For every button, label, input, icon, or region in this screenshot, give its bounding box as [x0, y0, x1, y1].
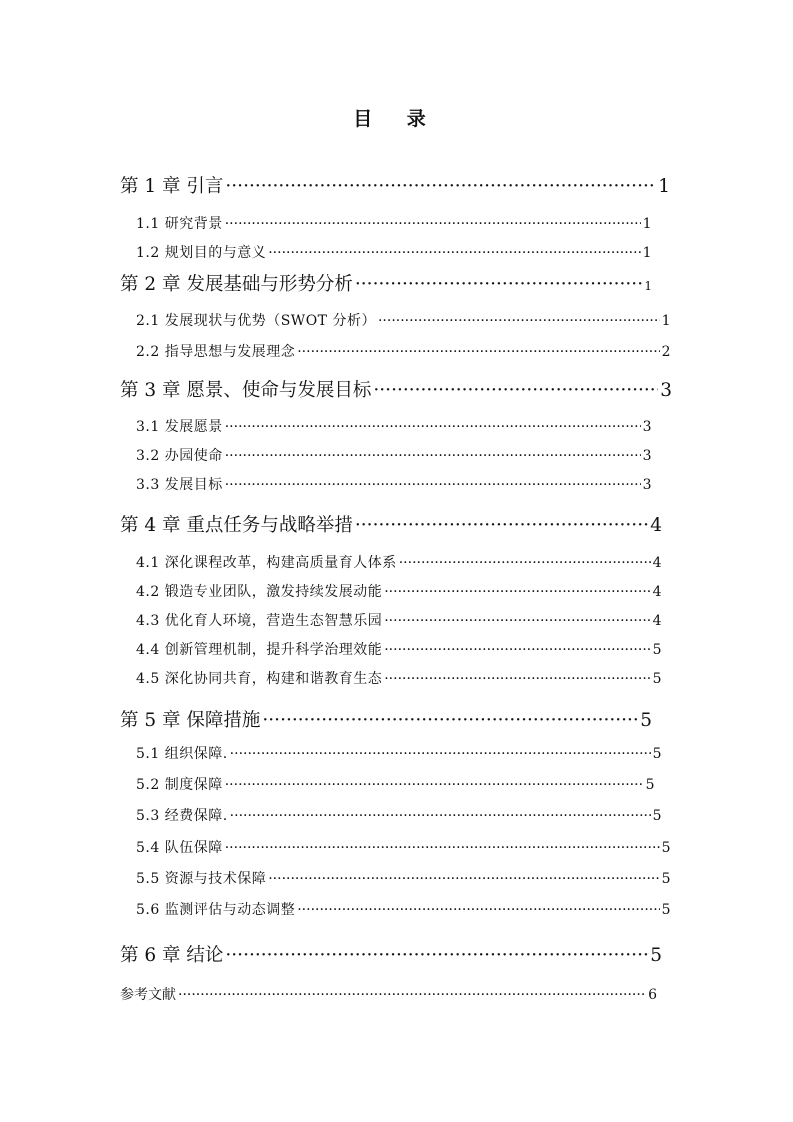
- toc-entry-label: 3.3 发展目标: [136, 477, 223, 493]
- dot-leader: [225, 945, 648, 966]
- toc-entry-label: 4.3 优化育人环境，营造生态智慧乐园: [136, 613, 383, 629]
- dot-leader: [225, 777, 644, 793]
- toc-entry-label: 4.2 锻造专业团队，激发持续发展动能: [136, 584, 383, 600]
- toc-entry-page: 1: [661, 313, 671, 329]
- toc-entry-page: 5: [652, 671, 662, 687]
- toc-entry-4-5[interactable]: [136, 668, 662, 688]
- toc-entry-4-1[interactable]: [136, 552, 662, 572]
- toc-entry-chapter-4[interactable]: [120, 511, 662, 537]
- toc-entry-2-1[interactable]: [136, 310, 671, 330]
- toc-entry-label: 5.6 监测评估与动态调整: [136, 902, 296, 918]
- toc-entry-label: 第 5 章 保障措施: [120, 710, 261, 731]
- toc-entry-page: 3: [642, 477, 652, 493]
- toc-entry-page: 3: [660, 380, 672, 401]
- toc-entry-page: 5: [661, 902, 671, 918]
- toc-entry-5-6[interactable]: [136, 899, 671, 919]
- toc-entry-label: 4.4 创新管理机制，提升科学治理效能: [136, 642, 383, 658]
- dot-leader: [373, 380, 658, 401]
- toc-entry-label: 4.5 深化协同共育，构建和谐教育生态: [136, 671, 383, 687]
- toc-entry-page: 5: [652, 642, 662, 658]
- dot-leader: [384, 642, 650, 658]
- dot-leader: [230, 746, 651, 762]
- toc-entry-chapter-2[interactable]: [120, 270, 652, 296]
- toc-entry-1-1[interactable]: [136, 213, 652, 233]
- toc-entry-3-2[interactable]: [136, 445, 652, 465]
- toc-entry-5-1[interactable]: [136, 743, 662, 763]
- toc-entry-label: 2.1 发展现状与优势（SWOT 分析）: [136, 313, 376, 329]
- toc-entry-label: 5.1 组织保障.: [136, 746, 228, 762]
- dot-leader: [225, 419, 641, 435]
- toc-entry-chapter-6[interactable]: [120, 941, 662, 967]
- toc-entry-label: 3.1 发展愿景: [136, 419, 223, 435]
- toc-entry-label: 第 3 章 愿景、使命与发展目标: [120, 380, 372, 401]
- toc-entry-label: 5.3 经费保障.: [136, 808, 228, 824]
- toc-entry-4-3[interactable]: [136, 610, 662, 630]
- toc-entry-page: 1: [658, 176, 670, 197]
- toc-entry-label: 5.2 制度保障: [136, 777, 223, 793]
- toc-entry-chapter-3[interactable]: [120, 376, 672, 402]
- dot-leader: [225, 840, 660, 856]
- dot-leader: [178, 987, 646, 1003]
- toc-entry-page: 1: [642, 216, 652, 232]
- toc-entry-page: 6: [648, 987, 657, 1003]
- dot-leader: [355, 274, 642, 295]
- toc-entry-label: 3.2 办园使命: [136, 448, 223, 464]
- toc-entry-page: 4: [652, 555, 662, 571]
- dot-leader: [225, 448, 641, 464]
- toc-entry-label: 4.1 深化课程改革，构建高质量育人体系: [136, 555, 397, 571]
- toc-entry-page: 5: [661, 840, 671, 856]
- toc-entry-page: 3: [642, 419, 652, 435]
- toc-entry-page: 5: [650, 945, 662, 966]
- dot-leader: [268, 871, 659, 887]
- dot-leader: [225, 176, 656, 197]
- toc-entry-page: 5: [652, 808, 662, 824]
- toc-entry-2-2[interactable]: [136, 341, 671, 361]
- toc-entry-page: 4: [652, 584, 662, 600]
- toc-entry-page: 5: [652, 746, 662, 762]
- toc-entry-5-4[interactable]: [136, 837, 671, 857]
- toc-entry-label: 参考文献: [120, 987, 176, 1003]
- toc-entry-page: 5: [661, 871, 671, 887]
- toc-entry-5-5[interactable]: [136, 868, 671, 888]
- toc-entry-1-2[interactable]: [136, 242, 652, 262]
- toc-entry-5-3[interactable]: [136, 805, 662, 825]
- toc-entry-label: 5.5 资源与技术保障: [136, 871, 267, 887]
- toc-entry-label: 第 6 章 结论: [120, 945, 224, 966]
- dot-leader: [384, 671, 650, 687]
- toc-entry-3-1[interactable]: [136, 416, 652, 436]
- toc-entry-page: 4: [650, 515, 662, 536]
- toc-entry-3-3[interactable]: [136, 474, 652, 494]
- toc-entry-label: 1.1 研究背景: [136, 216, 223, 232]
- toc-entry-page: 5: [640, 710, 652, 731]
- toc-entry-page: 4: [652, 613, 662, 629]
- toc-entry-4-2[interactable]: [136, 581, 662, 601]
- toc-entry-label: 2.2 指导思想与发展理念: [136, 344, 296, 360]
- dot-leader: [384, 584, 650, 600]
- toc-entry-label: 第 1 章 引言: [120, 176, 224, 197]
- toc-entry-chapter-1[interactable]: [120, 172, 670, 198]
- toc-entry-label: 1.2 规划目的与意义: [136, 245, 267, 261]
- dot-leader: [268, 245, 640, 261]
- dot-leader: [378, 313, 660, 329]
- toc-entry-4-4[interactable]: [136, 639, 662, 659]
- dot-leader: [230, 808, 651, 824]
- dot-leader: [399, 555, 651, 571]
- toc-entry-chapter-5[interactable]: [120, 706, 652, 732]
- dot-leader: [297, 902, 659, 918]
- toc-entry-page: 1: [642, 245, 652, 261]
- toc-entry-label: 第 4 章 重点任务与战略举措: [120, 515, 353, 536]
- dot-leader: [225, 477, 641, 493]
- toc-entry-page: 1: [644, 279, 652, 293]
- toc-entry-page: 3: [642, 448, 652, 464]
- dot-leader: [297, 344, 659, 360]
- toc-entry-page: 5: [645, 777, 655, 793]
- dot-leader: [355, 515, 648, 536]
- toc-title: 目 录: [353, 108, 440, 130]
- dot-leader: [262, 710, 638, 731]
- toc-entry-label: 5.4 队伍保障: [136, 840, 223, 856]
- dot-leader: [384, 613, 650, 629]
- toc-entry-references[interactable]: [120, 984, 657, 1004]
- toc-entry-label: 第 2 章 发展基础与形势分析: [120, 274, 353, 295]
- toc-entry-page: 2: [661, 344, 671, 360]
- toc-entry-5-2[interactable]: [136, 774, 655, 794]
- dot-leader: [225, 216, 641, 232]
